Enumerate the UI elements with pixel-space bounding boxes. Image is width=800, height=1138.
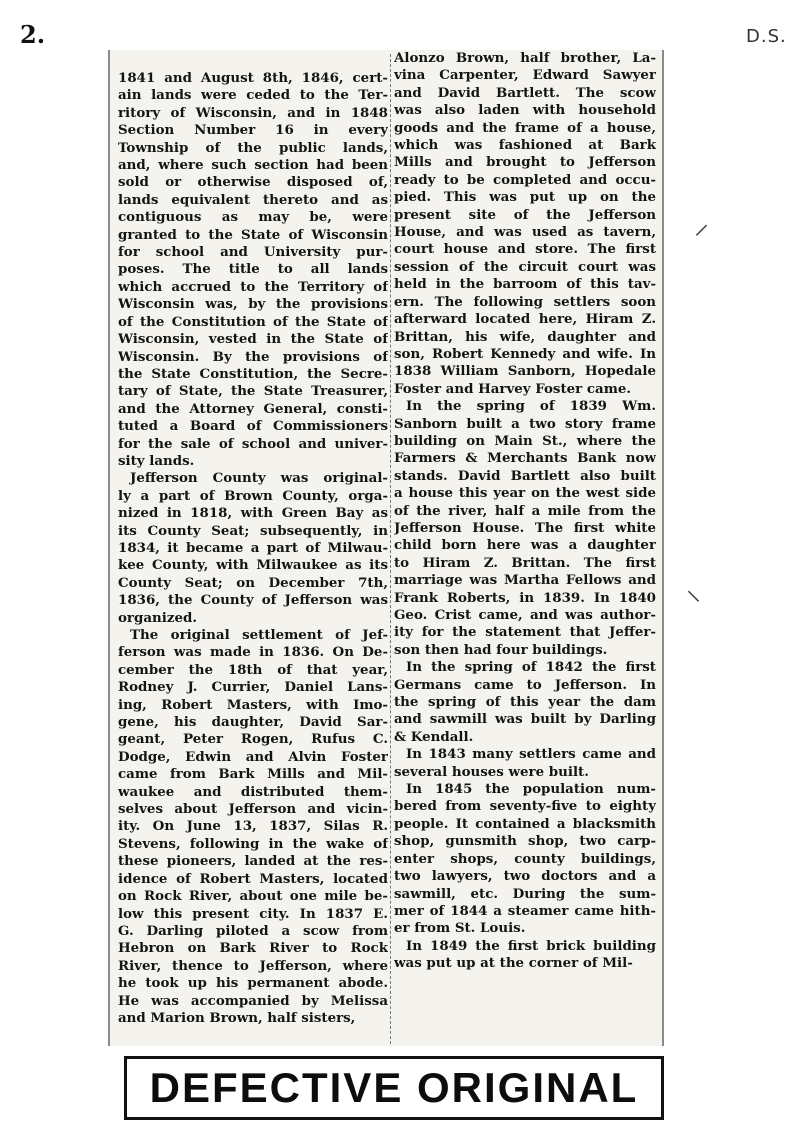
article-line: sawmill, etc. During the sum- (394, 885, 656, 902)
stamp-text: DEFECTIVE ORIGINAL (149, 1064, 639, 1111)
article-line: The original settlement of Jef- (130, 627, 388, 643)
article-line: stands. David Bartlett also built (394, 467, 656, 484)
article-line: Wisconsin was, by the provisions (118, 296, 388, 313)
article-line: G. Darling piloted a scow from (118, 922, 388, 939)
article-line: was put up at the corner of Mil- (394, 955, 633, 972)
article-line: tary of State, the State Treasurer, (118, 383, 388, 400)
defective-original-stamp (124, 1056, 664, 1120)
article-line: poses. The title to all lands (118, 261, 388, 278)
article-line: geant, Peter Rogen, Rufus C. (118, 731, 388, 748)
column-divider (390, 54, 391, 1044)
article-line: nized in 1818, with Green Bay as (118, 505, 388, 522)
article-line: session of the circuit court was (394, 258, 656, 275)
article-line: shop, gunsmith shop, two carp- (394, 833, 656, 850)
page-number: 2. (20, 20, 46, 49)
article-line: child born here was a daughter (394, 537, 656, 554)
article-line: selves about Jefferson and vicin- (118, 801, 388, 818)
article-line: Rodney J. Currier, Daniel Lans- (118, 679, 388, 696)
article-line: which was fashioned at Bark (394, 137, 656, 154)
article-line: Stevens, following in the wake of (118, 835, 388, 852)
article-line: two lawyers, two doctors and a (394, 868, 656, 885)
article-line: ly a part of Brown County, orga- (118, 487, 388, 504)
article-line: contiguous as may be, were (118, 209, 388, 226)
article-line: and Marion Brown, half sisters, (118, 1009, 356, 1026)
article-line: of the river, half a mile from the (394, 502, 656, 519)
article-line: Wisconsin. By the provisions of (118, 348, 388, 365)
article-line: organized. (118, 609, 197, 626)
article-line: Germans came to Jefferson. In (394, 676, 656, 693)
article-line: for the sale of school and univer- (118, 435, 388, 452)
article-line: the State Constitution, the Secre- (118, 365, 388, 382)
article-line: ain lands were ceded to the Ter- (118, 87, 388, 104)
article-line: ritory of Wisconsin, and in 1848 (118, 104, 388, 121)
article-left-column (118, 70, 388, 1027)
article-line: people. It contained a blacksmith (394, 815, 656, 832)
margin-scribble-mark: ⸌ (686, 585, 701, 620)
article-line: vina Carpenter, Edward Sawyer (394, 67, 656, 84)
article-line: & Kendall. (394, 728, 474, 745)
article-line: Brittan, his wife, daughter and (394, 328, 656, 345)
article-right-column (394, 50, 656, 973)
article-line: for school and University pur- (118, 244, 388, 261)
article-line: In the spring of 1842 the first (406, 659, 656, 676)
article-line: Section Number 16 in every (118, 122, 388, 139)
article-line: ferson was made in 1836. On De- (118, 644, 388, 661)
article-line: In 1845 the population num- (406, 781, 656, 798)
article-line: lands equivalent thereto and as (118, 191, 388, 208)
article-line: and sawmill was built by Darling (394, 711, 656, 728)
article-line: granted to the State of Wisconsin (118, 226, 388, 243)
article-line: Foster and Harvey Foster came. (394, 380, 632, 397)
article-line: 1834, it became a part of Milwau- (118, 539, 388, 556)
article-line: Sanborn built a two story frame (394, 415, 656, 432)
article-line: to Hiram Z. Brittan. The first (394, 554, 656, 571)
article-line: Dodge, Edwin and Alvin Foster (118, 748, 388, 765)
article-line: ing, Robert Masters, with Imo- (118, 696, 388, 713)
article-line: afterward located here, Hiram Z. (394, 311, 656, 328)
article-line: was also laden with household (394, 102, 656, 119)
article-line: present site of the Jefferson (394, 206, 656, 223)
article-line: In 1843 many settlers came and (406, 746, 656, 763)
article-line: He was accompanied by Melissa (118, 992, 388, 1009)
article-line: and David Bartlett. The scow (394, 84, 656, 101)
article-line: came from Bark Mills and Mil- (118, 766, 388, 783)
article-line: a house this year on the west side (394, 485, 656, 502)
article-line: marriage was Martha Fellows and (394, 572, 656, 589)
article-line: pied. This was put up on the (394, 189, 656, 206)
corner-note: D.S. (746, 26, 787, 47)
article-line: Wisconsin, vested in the State of (118, 331, 388, 348)
article-line: 1841 and August 8th, 1846, cert- (118, 70, 388, 86)
article-line: he took up his permanent abode. (118, 975, 388, 992)
article-line: Jefferson House. The first white (394, 519, 656, 536)
article-line: its County Seat; subsequently, in (118, 522, 388, 539)
article-line: waukee and distributed them- (118, 783, 388, 800)
article-line: these pioneers, landed at the res- (118, 853, 388, 870)
article-line: In 1849 the first brick building (406, 937, 656, 954)
article-line: bered from seventy-five to eighty (394, 798, 656, 815)
article-line: tuted a Board of Commissioners (118, 418, 388, 435)
article-line: several houses were built. (394, 763, 589, 780)
article-line: Hebron on Bark River to Rock (118, 940, 388, 957)
article-line: River, thence to Jefferson, where (118, 957, 388, 974)
article-line: and the Attorney General, consti- (118, 400, 388, 417)
article-line: 1836, the County of Jefferson was (118, 592, 388, 609)
article-line: Jefferson County was original- (130, 470, 388, 487)
article-line: low this present city. In 1837 E. (118, 905, 388, 922)
margin-scribble-mark: ⸍ (694, 219, 709, 254)
article-line: cember the 18th of that year, (118, 661, 388, 678)
article-line: which accrued to the Territory of (118, 278, 388, 295)
article-line: Geo. Crist came, and was author- (394, 607, 656, 623)
article-line: the spring of this year the dam (394, 694, 656, 711)
article-line: sold or otherwise disposed of, (118, 174, 388, 191)
article-line: ern. The following settlers soon (394, 293, 656, 310)
article-line: Farmers & Merchants Bank now (394, 450, 656, 467)
article-line: and, where such section had been (118, 157, 388, 174)
article-line: mer of 1844 a steamer came hith- (394, 902, 656, 919)
article-line: In the spring of 1839 Wm. (406, 398, 656, 415)
article-line: son then had four buildings. (394, 641, 608, 658)
article-line: Frank Roberts, in 1839. In 1840 (394, 589, 656, 606)
article-line: Township of the public lands, (118, 139, 388, 156)
article-line: held in the barroom of this tav- (394, 276, 656, 293)
article-line: Alonzo Brown, half brother, La- (394, 50, 656, 66)
article-line: son, Robert Kennedy and wife. In (394, 345, 656, 362)
article-line: ity. On June 13, 1837, Silas R. (118, 818, 388, 835)
article-line: sity lands. (118, 452, 195, 469)
article-line: goods and the frame of a house, (394, 119, 656, 136)
article-line: County Seat; on December 7th, (118, 574, 388, 591)
article-line: building on Main St., where the (394, 432, 656, 449)
article-line: Mills and brought to Jefferson (394, 154, 656, 171)
article-line: on Rock River, about one mile be- (118, 888, 388, 905)
article-line: er from St. Louis. (394, 920, 526, 937)
article-line: ity for the statement that Jeffer- (394, 624, 656, 641)
article-line: idence of Robert Masters, located (118, 870, 388, 887)
article-line: court house and store. The first (394, 241, 656, 258)
article-line: kee County, with Milwaukee as its (118, 557, 388, 574)
newspaper-clipping (108, 50, 664, 1046)
article-line: ready to be completed and occu- (394, 171, 656, 188)
article-line: 1838 William Sanborn, Hopedale (394, 363, 656, 380)
article-line: House, and was used as tavern, (394, 224, 656, 241)
article-line: of the Constitution of the State of (118, 313, 388, 330)
article-line: gene, his daughter, David Sar- (118, 714, 388, 731)
article-line: enter shops, county buildings, (394, 850, 656, 867)
